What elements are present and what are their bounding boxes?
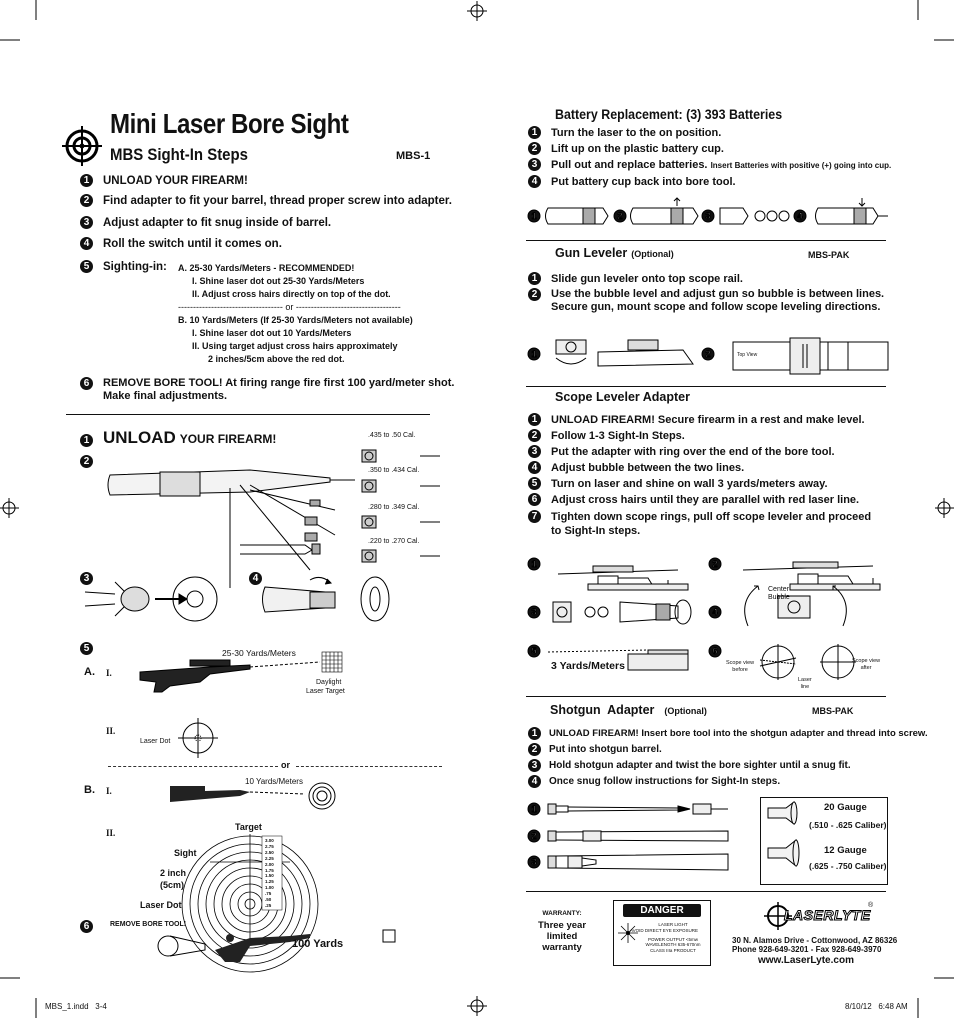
shotgun-code: MBS-PAK [812,706,854,716]
ruler-ticks [265,838,274,909]
gunlev-optional: (Optional) [631,249,674,259]
shotgun-optional: (Optional) [664,706,707,716]
step6-text: REMOVE BORE TOOL! At firing range fire first 100 yard/meter shot. [103,377,455,389]
svg-text:3: 3 [531,857,537,867]
step-number: 2 [528,288,541,301]
scope-before-label [726,660,754,674]
svg-text:2: 2 [712,559,718,569]
svg-text:2: 2 [531,831,537,841]
list-item [528,493,859,507]
divider [526,386,886,387]
scope-after-label [852,658,880,672]
step-text: Adjust bubble between the two lines. [551,462,745,474]
step-number: 7 [528,510,541,523]
list-item [528,510,871,538]
sub-b3: 2 inches/5cm above the red dot. [208,354,345,364]
warranty-label: WARRANTY: [542,910,582,917]
step-text: UNLOAD FIREARM! Secure firearm in a rest and make level. [551,414,865,426]
step-main: Pull out and replace batteries. [551,159,708,171]
laser-1: Laser [798,677,812,683]
unload-big: UNLOAD [103,428,176,447]
step-text: Use the bubble level and adjust gun so bubble is between lines. [551,288,885,300]
step-text: Once snug follow instructions for Sight-In steps. [549,776,781,787]
divider [526,696,886,697]
step-text-2: to Sight-In steps. [551,525,641,537]
yards2530-label: 25-30 Yards/Meters [222,648,296,658]
step-number: 2 [528,743,541,756]
step-text: Sighting-in: [103,261,167,273]
list-item [528,158,891,173]
warranty-line1: Three year [537,920,587,931]
list-item [80,377,454,403]
daylight-label: Daylight [316,679,342,686]
sub-or: ----------------------------------- or ----------------------------------- [178,302,401,312]
list-item [528,775,780,789]
svg-text:1: 1 [531,804,537,814]
cal-label: .435 to .50 Cal. [368,432,416,439]
tick-label: 3.00 [265,838,274,843]
danger-label-box [613,900,711,966]
list-item [528,272,743,286]
step-number: 4 [249,572,262,585]
step-number: 1 [528,413,541,426]
unload-small: YOUR FIREARM! [179,432,277,446]
danger-line: CLASS IIIa PRODUCT [650,948,696,954]
step-number: 4 [528,775,541,788]
step-text: Turn the laser to the on position. [551,127,722,139]
list-item [528,727,928,741]
step-text: Tighten down scope rings, pull off scope leveler and proceed [551,511,872,523]
list-item [80,260,167,274]
svg-text:2: 2 [705,349,711,359]
list-item [80,237,282,251]
rifle-sightin-b-illustration [170,782,350,822]
or-divider-left [108,766,278,767]
sub-a2: II. Adjust cross hairs directly on top of the dot. [192,289,391,299]
bubble-label: Bubble [768,594,790,601]
step-text [551,158,891,173]
sub-b: B. 10 Yards/Meters (If 25-30 Yards/Meters not available) [178,315,413,325]
step-number: 1 [80,174,93,187]
svg-text:6: 6 [712,646,718,656]
divider [526,891,886,892]
step-number: 2 [528,142,541,155]
step-text: Put the adapter with ring over the end of the bore tool. [551,446,835,458]
list-item [528,175,736,189]
tick-label: 1.50 [265,873,274,879]
step-text: UNLOAD FIREARM! Insert bore tool into the shotgun adapter and thread into screw. [549,728,928,739]
step-number: 1 [528,272,541,285]
gunlev-code: MBS-PAK [808,250,850,260]
tick-label: 1.75 [265,867,274,873]
sightin-sub [178,262,413,366]
A-label: A. [84,666,95,678]
tick-label: .75 [265,891,272,897]
sightin-heading: MBS Sight-In Steps [110,145,248,164]
divider [66,414,430,415]
laser-dot-label: Laser Dot [140,738,171,745]
svg-text:2: 2 [617,211,623,221]
danger-line: AVOID DIRECT EYE EXPOSURE [629,927,699,933]
step-number: 4 [528,461,541,474]
insert-adapter-illustration [85,572,445,632]
step-text: Follow 1-3 Sight-In Steps. [551,430,685,442]
bore-sight-adapters-illustration [80,440,440,590]
slug-file: MBS_1.indd 3-4 [45,1002,107,1011]
sub-b2: II. Using target adjust cross hairs approximately [192,341,398,351]
svg-text:3: 3 [531,607,537,617]
tick-label: 1.00 [265,885,274,891]
sight-label: Sight [174,848,197,858]
step-number: 5 [80,260,93,273]
cal-label: .350 to .434 Cal. [368,467,420,474]
I-label: I. [106,668,112,678]
list-item [80,194,452,208]
step-text: Slide gun leveler onto top scope rail. [551,273,743,285]
step-text: Put battery cup back into bore tool. [551,176,736,188]
svg-text:1: 1 [531,349,537,359]
step-text: UNLOAD YOUR FIREARM! [103,175,248,187]
slug-date: 8/10/12 6:48 AM [845,1002,908,1011]
center-label: Center [768,586,790,593]
svg-text:1: 1 [531,211,537,221]
after-1: Scope view [852,658,881,664]
before-1: Scope view [726,660,755,666]
gunlev-title: Gun Leveler [555,246,628,260]
website-link[interactable]: www.LaserLyte.com [758,955,854,966]
sub-b1: I. Shine laser dot out 10 Yards/Meters [192,328,352,338]
battery-heading: Battery Replacement: (3) 393 Batteries [555,107,783,122]
tick-label: 2.25 [265,855,274,861]
step-number: 1 [528,126,541,139]
list-item [528,743,662,757]
svg-text:4: 4 [712,607,718,617]
step-text: Put into shotgun barrel. [549,744,662,755]
step-number: 1 [528,727,541,740]
list-item [528,126,721,140]
step-number: 4 [80,237,93,250]
address: 30 N. Alamos Drive - Cottonwood, AZ 86326 [732,936,898,945]
scopelev-heading: Scope Leveler Adapter [555,390,691,404]
step-number: 3 [528,445,541,458]
danger-line: WAVELENGTH 635-670nm [645,942,701,948]
cal-label: .220 to .270 Cal. [368,538,420,545]
before-2: before [732,667,748,673]
list-item [80,174,248,188]
danger-line: LASER LIGHT [658,922,688,927]
remove-label: REMOVE BORE TOOL! [110,921,187,928]
II-label: II. [106,726,116,736]
gauge20-cal: (.510 - .625 Caliber) [809,820,887,830]
step-number: 4 [528,175,541,188]
list-item [528,445,835,459]
list-item [528,142,724,156]
unload-heading: 1 UNLOAD YOUR FIREARM! [80,428,276,448]
list-item [528,461,744,475]
gauge12-label: 12 Gauge [824,845,867,856]
crosshair-logo-icon [62,126,102,166]
gauge-adapters-illustration [764,800,814,880]
step-number: 5 [528,477,541,490]
divider [526,240,886,241]
list-item [528,288,884,314]
svg-text:4: 4 [797,211,803,221]
step-number: 3 [80,216,93,229]
tick-label: .25 [265,902,272,908]
shotgun-title: Shotgun Adapter [550,703,655,717]
svg-text:5: 5 [531,646,537,656]
step-text: Hold shotgun adapter and twist the bore sighter until a snug fit. [549,760,851,771]
laser-target-label: Laser Target [306,688,345,695]
svg-text:3: 3 [705,211,711,221]
list-item [528,413,865,427]
after-2: after [860,665,872,671]
step6b-text: Make final adjustments. [103,390,228,402]
two-inch-label: 2 inch [160,868,187,878]
step-text: Adjust cross hairs until they are parallel with red laser line. [551,494,860,506]
yards10-label: 10 Yards/Meters [245,777,303,786]
gunlev-heading [555,246,674,260]
sightin-code: MBS-1 [396,150,431,162]
warranty-line2: limited warranty [542,931,582,953]
step-text: Find adapter to fit your barrel, thread proper screw into adapter. [103,195,452,207]
tick-label: 2.50 [265,849,274,855]
step-number: 6 [80,920,93,933]
laser-dot-label-b: Laser Dot [140,900,182,910]
topview-label: Top View [737,352,758,358]
step-number: 3 [80,572,93,585]
step-number: 2 [80,455,93,468]
step-number: 5 [80,642,93,655]
laser-2: line [800,684,810,690]
tick-label: .50 [265,897,272,903]
step-text: Roll the switch until it comes on. [103,238,282,250]
list-item [80,216,331,230]
gauge12-cal: (.625 - .750 Caliber) [809,861,887,871]
step-text: Turn on laser and shine on wall 3 yards/meters away. [551,478,828,490]
phone: Phone 928-649-3201 - Fax 928-649-3970 [732,945,882,954]
tick-label: 1.25 [265,879,274,885]
list-item [528,477,828,491]
sub-a: A. 25-30 Yards/Meters - RECOMMENDED! [178,263,355,273]
shotgun-adapter-illustration [528,800,758,880]
five-cm-label: (5cm) [160,880,185,890]
registered-mark: ® [868,902,874,909]
step-text-2: Secure gun, mount scope and follow scope leveling directions. [551,301,881,313]
B-label: B. [84,784,95,796]
step-number: 6 [528,493,541,506]
II-label-b: II. [106,828,116,838]
gun-leveler-illustration [528,328,888,378]
step-number: 2 [80,194,93,207]
scope-leveler-illustration [528,556,888,696]
target-label: Target [235,822,262,832]
laser-line-label [798,677,812,691]
gauge20-label: 20 Gauge [824,802,867,813]
warranty-block [527,910,597,953]
crosshair-target-icon [178,718,218,758]
three-yards-label: 3 Yards/Meters [551,660,625,672]
step-text: Lift up on the plastic battery cup. [551,143,724,155]
list-item [528,759,851,773]
brand-logo: LASERLYTE [784,907,871,923]
battery-steps-illustration [528,198,888,238]
yards100-label: 100 Yards [292,938,344,950]
step-number: 3 [528,759,541,772]
step-number: 6 [80,377,93,390]
or-divider-right [296,766,442,767]
step-number: 2 [528,429,541,442]
step-note: Insert Batteries with positive (+) going into cup. [710,161,892,170]
page-title: Mini Laser Bore Sight [110,108,349,139]
or-label: or [281,760,290,770]
tick-label: 2.00 [265,861,274,867]
I-label-b: I. [106,786,112,796]
tick-label: 2.75 [265,843,274,849]
list-item [528,429,685,443]
svg-text:1: 1 [531,559,537,569]
cal-label: .280 to .349 Cal. [368,504,420,511]
step-number: 3 [528,158,541,171]
danger-title: DANGER [623,904,701,917]
shotgun-heading [550,703,707,717]
danger-line: POWER OUTPUT <5mw [647,936,699,942]
sub-a1: I. Shine laser dot out 25-30 Yards/Meters [192,276,365,286]
step-text: Adjust adapter to fit snug inside of barrel. [103,217,332,229]
